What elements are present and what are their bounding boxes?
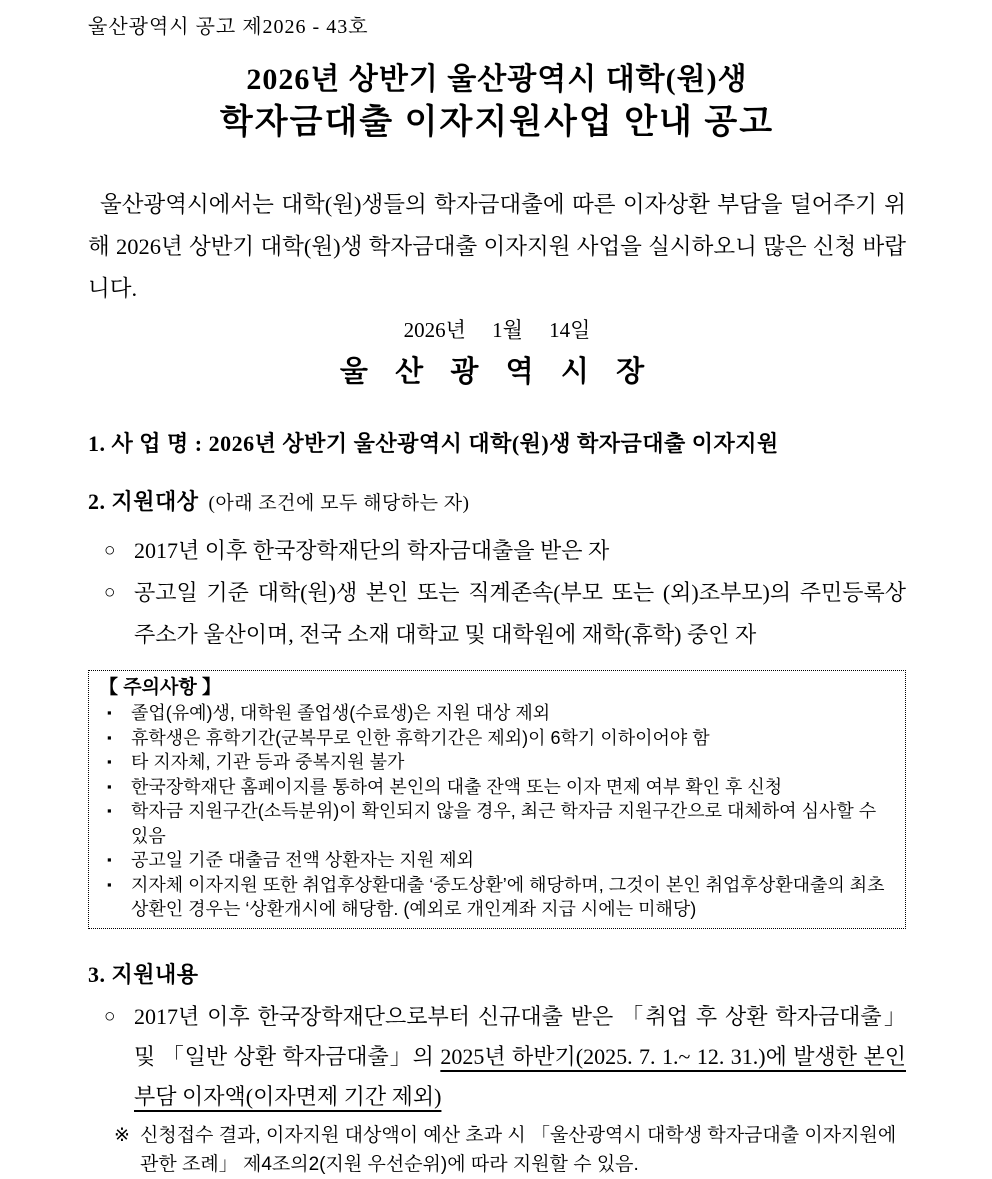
notice-box-item xyxy=(99,726,895,751)
notice-box-item xyxy=(99,701,895,726)
notice-box-item xyxy=(99,848,895,873)
section-1-heading: 1. 사 업 명 : 2026년 상반기 울산광역시 대학(원)생 학자금대출 이자지원 xyxy=(88,431,779,456)
notice-box-item xyxy=(99,799,895,848)
notice-number: 울산광역시 공고 제2026 - 43호 xyxy=(88,16,369,38)
list-item-text: 공고일 기준 대학(원)생 본인 또는 직계존속(부모 또는 (외)조부모)의 주민등록상 주소가 울산이며, 전국 소재 대학교 및 대학원에 재학(휴학) 중인 자 xyxy=(134,580,906,647)
support-target-list xyxy=(88,530,906,656)
circle-bullet-icon: ○ xyxy=(104,1005,116,1027)
section-2-heading: 2. 지원대상 xyxy=(88,489,199,514)
circle-bullet-icon: ○ xyxy=(104,582,116,603)
section-2-condition-note: (아래 조건에 모두 해당하는 자) xyxy=(208,493,470,514)
notice-box-item xyxy=(99,873,895,922)
notice-box-item-text: 타 지자체, 기관 등과 중복지원 불가 xyxy=(131,752,405,772)
square-bullet-icon: ▪ xyxy=(107,778,112,794)
square-bullet-icon: ▪ xyxy=(107,729,112,745)
reference-mark-icon: ※ xyxy=(114,1124,130,1146)
square-bullet-icon: ▪ xyxy=(107,803,112,818)
notice-box-item-text: 한국장학재단 홈페이지를 통하여 본인의 대출 잔액 또는 이자 면제 여부 확인 후 신청 xyxy=(131,776,783,797)
list-item-text: 2017년 이후 한국장학재단의 학자금대출을 받은 자 xyxy=(134,538,610,563)
square-bullet-icon: ▪ xyxy=(107,705,112,720)
doc-title-line1: 2026년 상반기 울산광역시 대학(원)생 xyxy=(246,63,748,96)
support-content-text xyxy=(134,997,906,1117)
square-bullet-icon: ▪ xyxy=(107,852,112,867)
square-bullet-icon: ▪ xyxy=(107,876,112,892)
notice-box xyxy=(88,670,906,929)
reference-note xyxy=(88,1121,906,1179)
support-content-item xyxy=(88,997,906,1117)
notice-box-item-text: 학자금 지원구간(소득분위)이 확인되지 않을 경우, 최근 학자금 지원구간으로 대체하여 심사할 수 있음 xyxy=(131,801,877,846)
section-2-heading-row xyxy=(88,486,906,518)
intro-paragraph: 울산광역시에서는 대학(원)생들의 학자금대출에 따른 이자상환 부담을 덜어주기 위해 2026년 상반기 대학(원)생 학자금대출 이자지원 사업을 실시하오니 많은 신청 바랍니다. xyxy=(88,192,906,301)
section-3-heading: 3. 지원내용 xyxy=(88,961,199,987)
circle-bullet-icon: ○ xyxy=(104,540,116,561)
list-item xyxy=(88,530,906,572)
reference-note-text: 신청접수 결과, 이자지원 대상액이 예산 초과 시 「울산광역시 대학생 학자금대출 이자지원에 관한 조례」 제4조의2(지원 우선순위)에 따라 지원할 수 있음. xyxy=(140,1124,897,1175)
notice-box-item-text: 지자체 이자지원 또한 취업후상환대출 ‘중도상환’에 해당하며, 그것이 본인 취업후상환대출의 최초 상환인 경우는 ‘상환개시에 해당함. (예외로 개인계좌 지급 시에는 미해당) xyxy=(131,874,885,919)
notice-box-title: 【 주의사항 】 xyxy=(99,677,221,698)
notice-box-item-text: 졸업(유예)생, 대학원 졸업생(수료생)은 지원 대상 제외 xyxy=(131,703,551,723)
notice-box-item-text: 휴학생은 휴학기간(군복무로 인한 휴학기간은 제외)이 6학기 이하이어야 함 xyxy=(131,727,710,748)
square-bullet-icon: ▪ xyxy=(107,754,112,769)
notice-box-item xyxy=(99,775,895,800)
list-item xyxy=(88,572,906,656)
doc-title-line2: 학자금대출 이자지원사업 안내 공고 xyxy=(219,104,775,141)
announcement-date: 2026년 1월 14일 xyxy=(403,318,591,342)
underlined-support-period: 2025년 하반기(2025. 7. 1.~ 12. 31.)에 발생한 본인 부담 이자액(이자면제 기간 제외) xyxy=(134,1043,906,1109)
signer-name: 울 산 광 역 시 장 xyxy=(339,356,655,388)
notice-box-item-text: 공고일 기준 대출금 전액 상환자는 지원 제외 xyxy=(131,850,474,870)
notice-box-item xyxy=(99,750,895,775)
support-content-text-plain: 2017년 이후 한국장학재단으로부터 신규대출 받은 「취업 후 상환 학자금대출」 및 「일반 상환 학자금대출」의 xyxy=(134,1003,906,1069)
